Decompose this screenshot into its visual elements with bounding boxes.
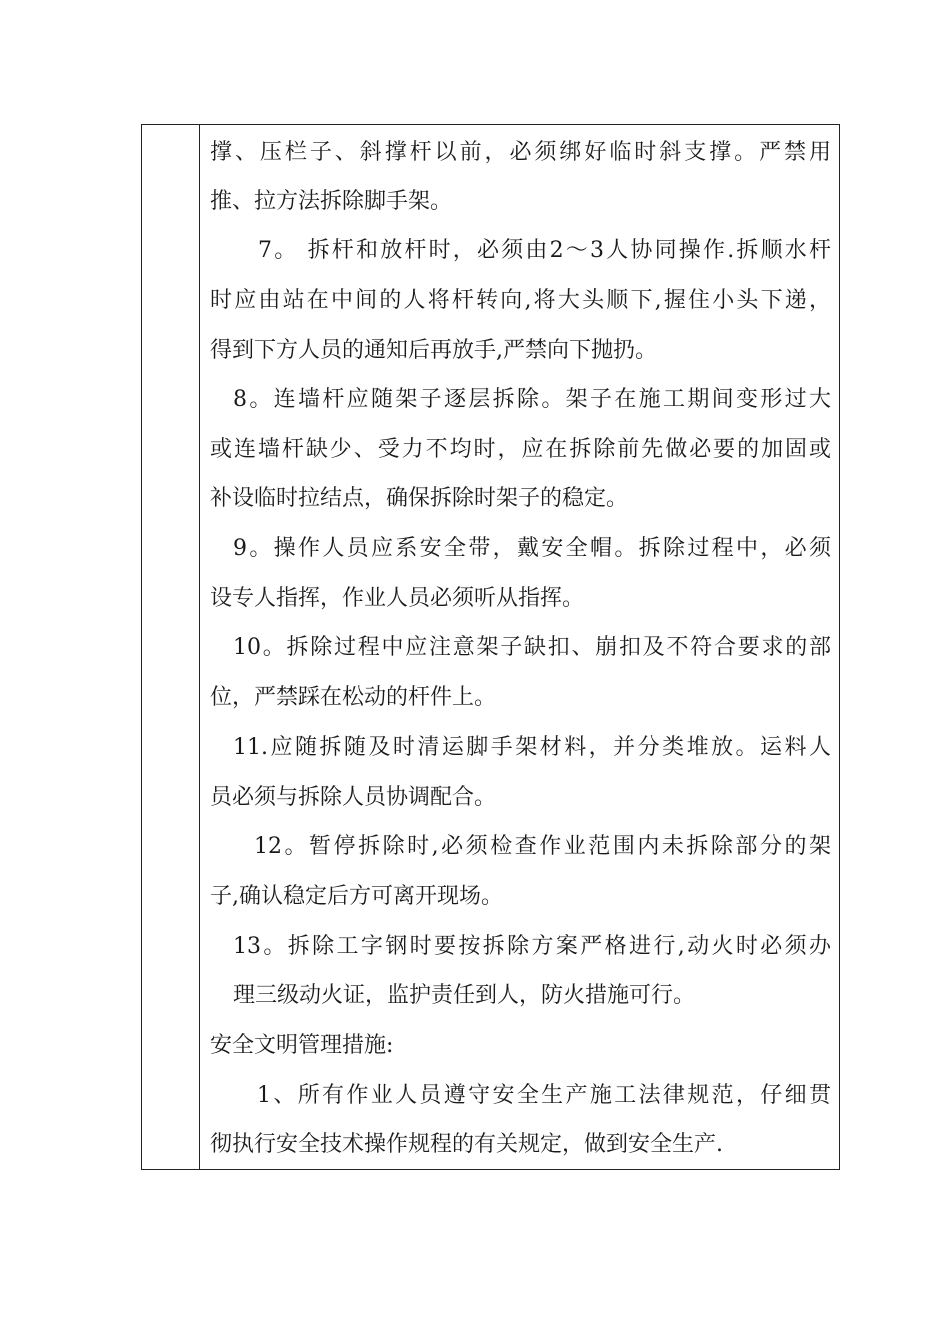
text-line: 撑、压栏子、斜撑杆以前，必须绑好临时斜支撑。严禁用 [210, 140, 831, 165]
text-line: 得到下方人员的通知后再放手,严禁向下抛扔。 [210, 338, 657, 363]
text-line: 彻执行安全技术操作规程的有关规定，做到安全生产. [210, 1132, 723, 1157]
text-line: 设专人指挥，作业人员必须听从指挥。 [210, 586, 585, 611]
text-line: 推、拉方法拆除脚手架。 [210, 189, 453, 214]
section-heading: 安全文明管理措施: [210, 1033, 394, 1058]
text-line: 9。操作人员应系安全带，戴安全帽。拆除过程中，必须 [233, 536, 831, 561]
text-line: 7。 拆杆和放杆时，必须由2～3人协同操作.拆顺水杆 [258, 238, 831, 263]
text-line: 13。拆除工字钢时要按拆除方案严格进行,动火时必须办 [233, 934, 831, 959]
text-line: 10。拆除过程中应注意架子缺扣、崩扣及不符合要求的部 [233, 635, 831, 660]
text-line: 位，严禁踩在松动的杆件上。 [210, 685, 497, 710]
text-line: 员必须与拆除人员协调配合。 [210, 785, 497, 810]
text-line: 1、所有作业人员遵守安全生产施工法律规范，仔细贯 [257, 1083, 831, 1108]
text-line: 或连墙杆缺少、受力不均时，应在拆除前先做必要的加固或 [210, 437, 831, 462]
text-line: 8。连墙杆应随架子逐层拆除。架子在施工期间变形过大 [233, 387, 831, 412]
text-line: 理三级动火证，监护责任到人，防火措施可行。 [233, 983, 696, 1008]
text-line: 11.应随拆随及时清运脚手架材料，并分类堆放。运料人 [233, 735, 831, 760]
text-line: 时应由站在中间的人将杆转向,将大头顺下,握住小头下递， [210, 288, 831, 313]
text-line: 补设临时拉结点，确保拆除时架子的稳定。 [210, 486, 629, 511]
column-divider [199, 125, 200, 1169]
text-line: 12。暂停拆除时,必须检查作业范围内未拆除部分的架 [254, 834, 831, 859]
text-line: 子,确认稳定后方可离开现场。 [210, 884, 503, 909]
